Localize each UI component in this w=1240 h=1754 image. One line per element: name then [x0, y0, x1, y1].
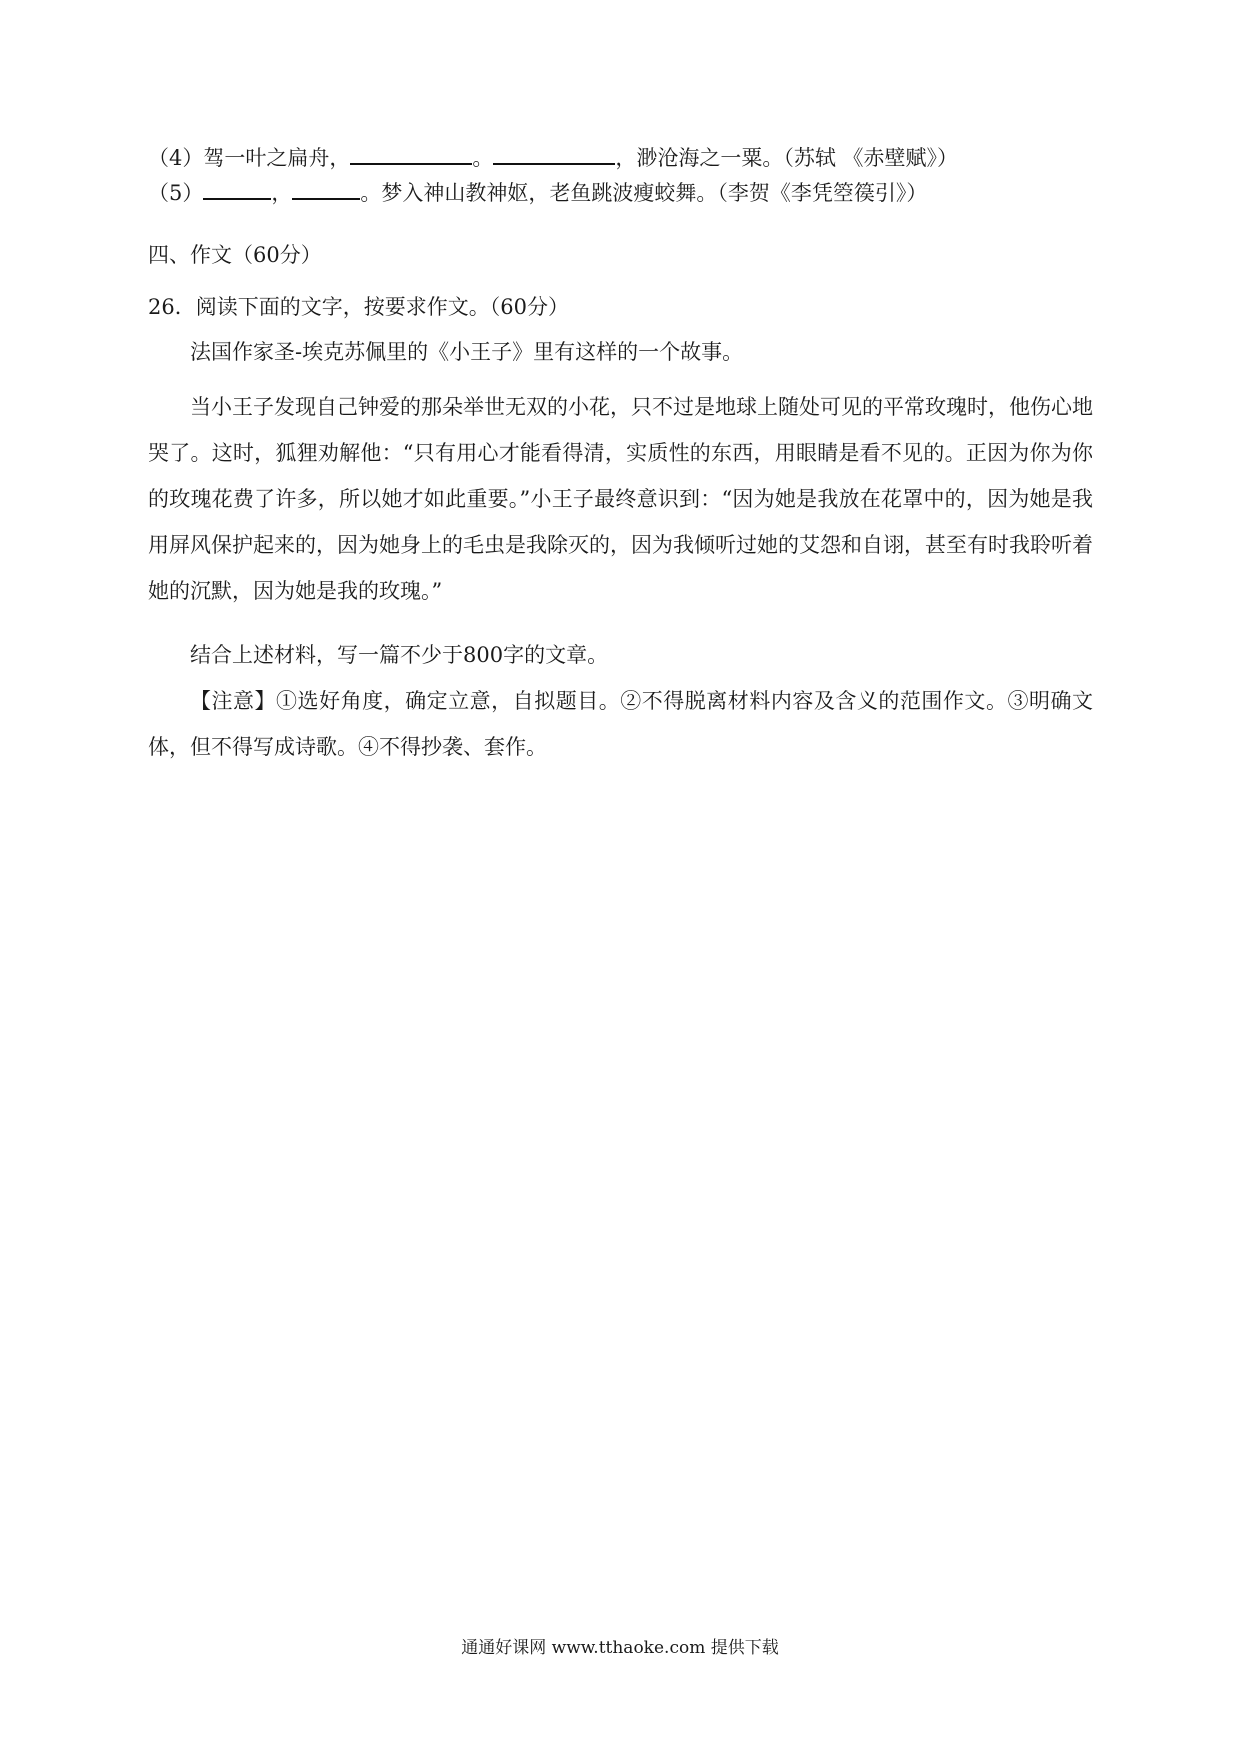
item-text-after: 。梦入神山教神妪，老鱼跳波瘦蛟舞。（李贺《李凭箜篌引》） — [360, 181, 928, 205]
fill-blank-item-5 — [148, 178, 927, 208]
answer-blank[interactable] — [493, 145, 615, 165]
answer-blank[interactable] — [350, 145, 472, 165]
writing-notes: 【注意】①选好角度，确定立意，自拟题目。②不得脱离材料内容及含义的范围作文。③明确文体，但不得写成诗歌。④不得抄袭、套作。 — [148, 689, 1093, 759]
material-story: 当小王子发现自己钟爱的那朵举世无双的小花，只不过是地球上随处可见的平常玫瑰时，他伤心地哭了。这时，狐狸劝解他：“只有用心才能看得清，实质性的东西，用眼睛是看不见的。正因为你为你的玫瑰花费了许多，所以她才如此重要。”小王子最终意识到：“因为她是我放在花罩中的，因为她是我用屏风保护起来的，因为她身上的毛虫是我除灭的，因为我倾听过她的艾怨和自诩，甚至有时我聆听着她的沉默，因为她是我的玫瑰。” — [148, 395, 1093, 603]
item-text-after: ，渺沧海之一粟。（苏轼 《赤壁赋》） — [615, 146, 959, 170]
item-number: （4） — [148, 146, 204, 170]
item-text-before: 驾一叶之扁舟， — [203, 146, 351, 170]
material-intro: 法国作家圣-埃克苏佩里的《小王子》里有这样的一个故事。 — [190, 340, 744, 364]
item-number: （5） — [148, 181, 204, 205]
answer-blank[interactable] — [203, 180, 271, 200]
page-footer: 通通好课网 www.tthaoke.com 提供下载 — [461, 1638, 779, 1658]
item-text-mid: 。 — [472, 146, 494, 170]
fill-blank-item-4 — [148, 143, 958, 173]
item-text-mid: ， — [271, 181, 293, 205]
section-heading: 四、作文（60分） — [148, 243, 322, 267]
question-stem: 26．阅读下面的文字，按要求作文。（60分） — [148, 295, 569, 319]
answer-blank[interactable] — [292, 180, 360, 200]
writing-instruction: 结合上述材料，写一篇不少于800字的文章。 — [190, 643, 609, 667]
